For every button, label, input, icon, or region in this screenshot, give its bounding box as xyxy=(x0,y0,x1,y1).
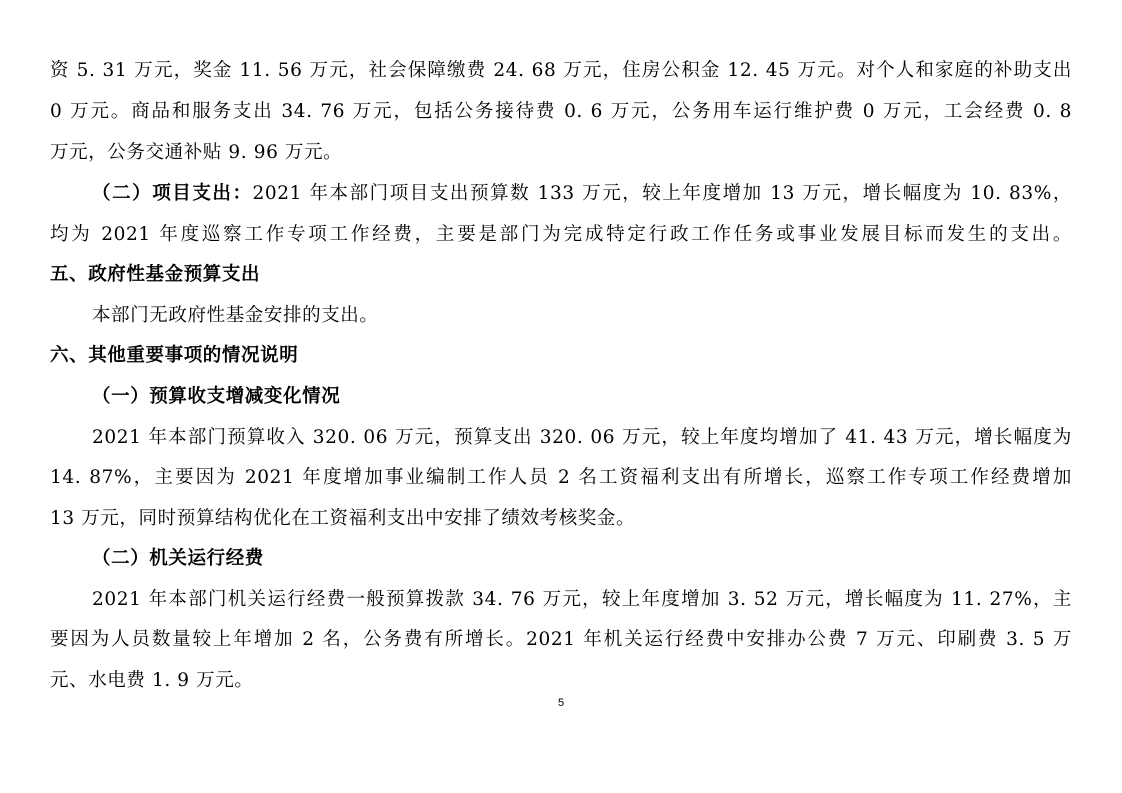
paragraph-line: 本部门无政府性基金安排的支出。 xyxy=(92,305,379,326)
subsection-heading: （一）预算收支增减变化情况 xyxy=(92,386,341,407)
paragraph-line: 元、水电费 1. 9 万元。 xyxy=(50,670,254,691)
project-expenditure-paragraph xyxy=(92,181,1072,207)
paragraph-line: 0 万元。商品和服务支出 34. 76 万元，包括公务接待费 0. 6 万元，公务用车运行维护费 0 万元，工会经费 0. 8 xyxy=(50,101,1072,122)
paragraph-line: 万元，公务交通补贴 9. 96 万元。 xyxy=(50,142,343,163)
project-expenditure-text: 2021 年本部门项目支出预算数 133 万元，较上年度增加 13 万元，增长幅度为 10. 83%， xyxy=(252,183,1072,204)
page-number: 5 xyxy=(557,697,565,709)
paragraph-line: 要因为人员数量较上年增加 2 名，公务费有所增长。2021 年机关运行经费中安排办公费 7 万元、印刷费 3. 5 万 xyxy=(50,629,1072,650)
paragraph-line: 2021 年本部门预算收入 320. 06 万元，预算支出 320. 06 万元，较上年度均增加了 41. 43 万元，增长幅度为 xyxy=(92,427,1072,448)
paragraph-line: 14. 87%，主要因为 2021 年度增加事业编制工作人员 2 名工资福利支出有所增长，巡察工作专项工作经费增加 xyxy=(50,467,1072,488)
section-heading: 六、其他重要事项的情况说明 xyxy=(50,345,299,366)
paragraph-line: 资 5. 31 万元，奖金 11. 56 万元，社会保障缴费 24. 68 万元，住房公积金 12. 45 万元。对个人和家庭的补助支出 xyxy=(50,60,1072,81)
paragraph-line: 13 万元，同时预算结构优化在工资福利支出中安排了绩效考核奖金。 xyxy=(50,508,636,529)
subsection-heading: （二）机关运行经费 xyxy=(92,548,264,569)
paragraph-line: 均为 2021 年度巡察工作专项工作经费，主要是部门为完成特定行政工作任务或事业发展目标而发生的支出。 xyxy=(50,224,1072,245)
project-expenditure-heading: （二）项目支出： xyxy=(92,183,253,204)
section-heading: 五、政府性基金预算支出 xyxy=(50,264,261,285)
paragraph-line: 2021 年本部门机关运行经费一般预算拨款 34. 76 万元，较上年度增加 3. 52 万元，增长幅度为 11. 27%，主 xyxy=(92,589,1072,610)
